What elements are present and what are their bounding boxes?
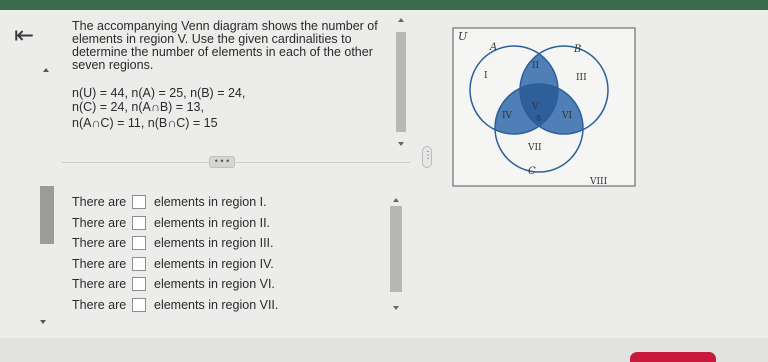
region-vi-label: VI [562, 111, 573, 121]
region-i-answer-input[interactable] [132, 195, 146, 209]
problem-line-3: determine the number of elements in each of the other [72, 45, 373, 59]
region-v-value: 8 [536, 114, 542, 123]
region-iii-answer-input[interactable] [132, 236, 146, 250]
collapse-caret-icon[interactable] [43, 68, 49, 72]
given-cardinalities-1: n(U) = 44, n(A) = 25, n(B) = 24, [72, 86, 246, 100]
venn-diagram-svg [452, 20, 636, 188]
answer-row-region-vii [72, 295, 372, 316]
problem-line-4: seven regions. [72, 58, 154, 72]
answer-prefix: There are [72, 277, 127, 292]
region-ii-answer-input[interactable] [132, 216, 146, 230]
section-divider [62, 162, 410, 163]
answer-row-region-ii [72, 213, 372, 234]
problem-scroll-thumb[interactable] [396, 32, 406, 132]
region-v-label: V [532, 102, 539, 112]
answer-suffix: elements in region III. [154, 236, 274, 251]
given-cardinalities-3: n(A∩C) = 11, n(B∩C) = 15 [72, 116, 218, 130]
answer-row-region-iii [72, 233, 372, 254]
answer-row-region-vi [72, 274, 372, 295]
answer-row-region-i [72, 192, 372, 213]
answer-suffix: elements in region VII. [154, 297, 279, 312]
region-vi-answer-input[interactable] [132, 277, 146, 291]
set-c-label: C [528, 166, 536, 177]
answer-prefix: There are [72, 256, 127, 271]
scroll-down-icon[interactable] [393, 306, 399, 310]
scroll-up-icon[interactable] [398, 18, 404, 22]
answer-suffix: elements in region IV. [154, 256, 274, 271]
venn-diagram [452, 20, 636, 188]
region-iv-label: IV [502, 111, 513, 121]
region-iii-label: III [576, 73, 587, 83]
answer-suffix: elements in region VI. [154, 277, 275, 292]
scroll-up-icon[interactable] [393, 198, 399, 202]
answer-prefix: There are [72, 195, 127, 210]
given-cardinalities-2: n(C) = 24, n(A∩B) = 13, [72, 100, 204, 114]
set-a-label: A [490, 42, 498, 53]
submit-button[interactable] [630, 352, 716, 362]
answer-prefix: There are [72, 236, 127, 251]
answers-scroll-thumb[interactable] [390, 206, 402, 292]
answer-prefix: There are [72, 297, 127, 312]
answers-section [72, 192, 372, 315]
answers-left-scroll-thumb[interactable] [40, 186, 54, 244]
region-vii-label: VII [528, 143, 542, 153]
region-viii-label: VIII [590, 177, 608, 187]
region-i-label: I [484, 71, 488, 81]
scroll-down-icon[interactable] [398, 142, 404, 146]
expand-caret-icon[interactable] [40, 320, 46, 324]
problem-statement [72, 20, 390, 72]
bottom-bar [0, 338, 768, 362]
set-b-label: B [574, 44, 582, 55]
back-arrow-icon[interactable]: ⇤ [14, 22, 35, 49]
answer-suffix: elements in region I. [154, 195, 267, 210]
top-bar [0, 0, 768, 10]
problem-line-2: elements in region V. Use the given cardinalities to [72, 32, 352, 46]
answer-suffix: elements in region II. [154, 215, 271, 230]
region-iv-answer-input[interactable] [132, 257, 146, 271]
universe-label: U [458, 30, 468, 43]
problem-line-1: The accompanying Venn diagram shows the number of [72, 19, 378, 33]
pane-resize-handle[interactable]: ⋮ [422, 146, 432, 168]
answer-prefix: There are [72, 215, 127, 230]
more-options-button[interactable]: • • • [209, 156, 235, 168]
answer-row-region-iv [72, 254, 372, 275]
region-vii-answer-input[interactable] [132, 298, 146, 312]
region-ii-label: II [532, 61, 540, 71]
